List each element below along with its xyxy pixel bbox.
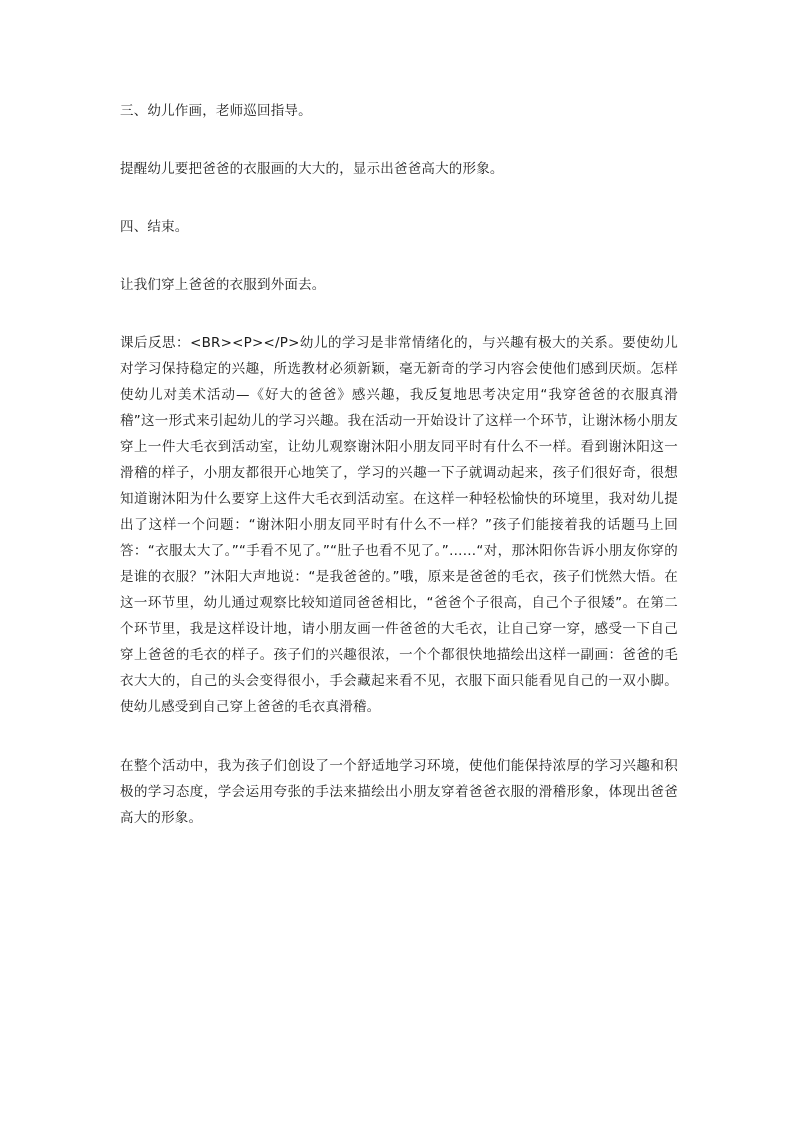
spacer: [120, 240, 678, 272]
document-body: [120, 98, 678, 831]
section-4-note: 让我们穿上爸爸的衣服到外面去。: [120, 277, 326, 293]
spacer: [120, 182, 678, 214]
section-4-heading: 四、结束。: [120, 219, 189, 235]
reflection-paragraph: 课后反思：<BR><P></P>幼儿的学习是非常情绪化的，与兴趣有极大的关系。要使幼儿对学习保持稳定的兴趣，所选教材必须新颖，毫无新奇的学习内容会使他们感到厌烦。怎样使幼儿对美术活动—《好大的爸爸》感兴趣，我反复地思考决定用“我穿爸爸的衣服真滑稽”这一形式来引起幼儿的学习兴趣。我在活动一开始设计了这样一个环节，让谢沐杨小朋友穿上一件大毛衣到活动室，让幼儿观察谢沐阳小朋友同平时有什么不一样。看到谢沐阳这一滑稽的样子，小朋友都很开心地笑了，学习的兴趣一下子就调动起来，孩子们很好奇，很想知道谢沐阳为什么要穿上这件大毛衣到活动室。在这样一种轻松愉快的环境里，我对幼儿提出了这样一个问题：“谢沐阳小朋友同平时有什么不一样？”孩子们能接着我的话题马上回答：“衣服太大了。”“手看不见了。”“肚子也看不见了。”……“对，那沐阳你告诉小朋友你穿的是谁的衣服？”沐阳大声地说：“是我爸爸的。”哦，原来是爸爸的毛衣，孩子们恍然大悟。在这一环节里，幼儿通过观察比较知道同爸爸相比，“爸爸个子很高，自己个子很矮”。在第二个环节里，我是这样设计地，请小朋友画一件爸爸的大毛衣，让自己穿一穿，感受一下自己穿上爸爸的毛衣的样子。孩子们的兴趣很浓，一个个都很快地描绘出这样一副画：爸爸的毛衣大大的，自己的头会变得很小，手会藏起来看不见，衣服下面只能看见自己的一双小脚。使幼儿感受到自己穿上爸爸的毛衣真滑稽。: [120, 335, 678, 715]
spacer: [120, 298, 678, 330]
section-3-heading: 三、幼儿作画，老师巡回指导。: [120, 103, 312, 119]
section-3-note: 提醒幼儿要把爸爸的衣服画的大大的，显示出爸爸高大的形象。: [120, 161, 504, 177]
spacer: [120, 124, 678, 156]
spacer: [120, 720, 678, 753]
summary-paragraph: 在整个活动中，我为孩子们创设了一个舒适地学习环境，使他们能保持浓厚的学习兴趣和积极的学习态度，学会运用夸张的手法来描绘出小朋友穿着爸爸衣服的滑稽形象，体现出爸爸高大的形象。: [120, 758, 678, 826]
